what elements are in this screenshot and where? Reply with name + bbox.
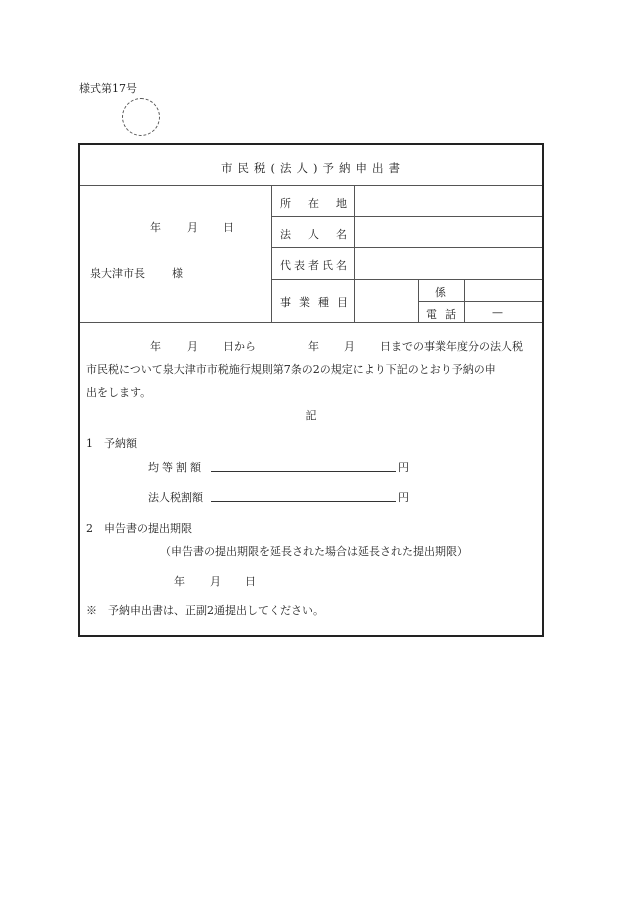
label-corporate-tax-levy: 法人税割額	[148, 491, 203, 504]
to-day: 日までの事業年度分の法人税	[380, 340, 523, 353]
divider	[271, 216, 542, 217]
footnote: ※ 予納申出書は、正副2通提出してください。	[86, 604, 324, 617]
ki-label: 記	[305, 409, 317, 422]
section2-heading: 2 申告書の提出期限	[86, 522, 192, 535]
from-day: 日から	[223, 340, 256, 353]
label-corporation-name: 法人名	[280, 228, 364, 241]
person-in-charge-field[interactable]	[468, 283, 538, 299]
header-date-day: 日	[223, 221, 234, 234]
deadline-month: 月	[210, 575, 221, 588]
label-person-in-charge: 係	[435, 286, 446, 299]
addressee: 泉大津市長	[90, 267, 145, 280]
form-title: 市民税(法人)予納申出書	[221, 161, 405, 175]
divider	[271, 279, 542, 280]
body-line-2: 市民税について泉大津市市税施行規則第7条の2の規定により下記のとおり予納の申	[86, 363, 496, 376]
corporate-tax-levy-field[interactable]	[211, 501, 396, 502]
yen-unit: 円	[398, 461, 409, 474]
header-date-month: 月	[187, 221, 198, 234]
divider	[80, 185, 542, 186]
section2-note: （申告書の提出期限を延長された場合は延長された提出期限）	[160, 545, 468, 558]
divider	[80, 322, 542, 323]
phone-field[interactable]: —	[492, 306, 503, 319]
from-month: 月	[187, 340, 198, 353]
section1-heading: 1 予納額	[86, 437, 137, 450]
business-type-field[interactable]	[358, 283, 416, 319]
deadline-year: 年	[174, 575, 185, 588]
header-date-year: 年	[150, 221, 161, 234]
to-year: 年	[308, 340, 319, 353]
body-line-3: 出をします。	[86, 386, 152, 399]
to-month: 月	[344, 340, 355, 353]
label-per-capita-levy: 均等割額	[148, 461, 204, 474]
seal-circle	[122, 98, 160, 136]
divider	[271, 185, 272, 322]
deadline-day: 日	[245, 575, 256, 588]
divider	[271, 247, 542, 248]
divider	[418, 301, 542, 302]
label-phone: 電話	[426, 308, 464, 321]
form-table	[78, 143, 544, 637]
address-field[interactable]	[358, 189, 538, 215]
yen-unit: 円	[398, 491, 409, 504]
honorific: 様	[172, 267, 183, 280]
label-business-type: 事業種目	[280, 296, 356, 309]
from-year: 年	[150, 340, 161, 353]
label-address: 所在地	[280, 197, 364, 210]
form-number: 様式第17号	[79, 82, 137, 95]
representative-field[interactable]	[358, 251, 538, 277]
label-representative: 代表者氏名	[280, 259, 350, 272]
corporation-name-field[interactable]	[358, 220, 538, 246]
per-capita-levy-field[interactable]	[211, 471, 396, 472]
